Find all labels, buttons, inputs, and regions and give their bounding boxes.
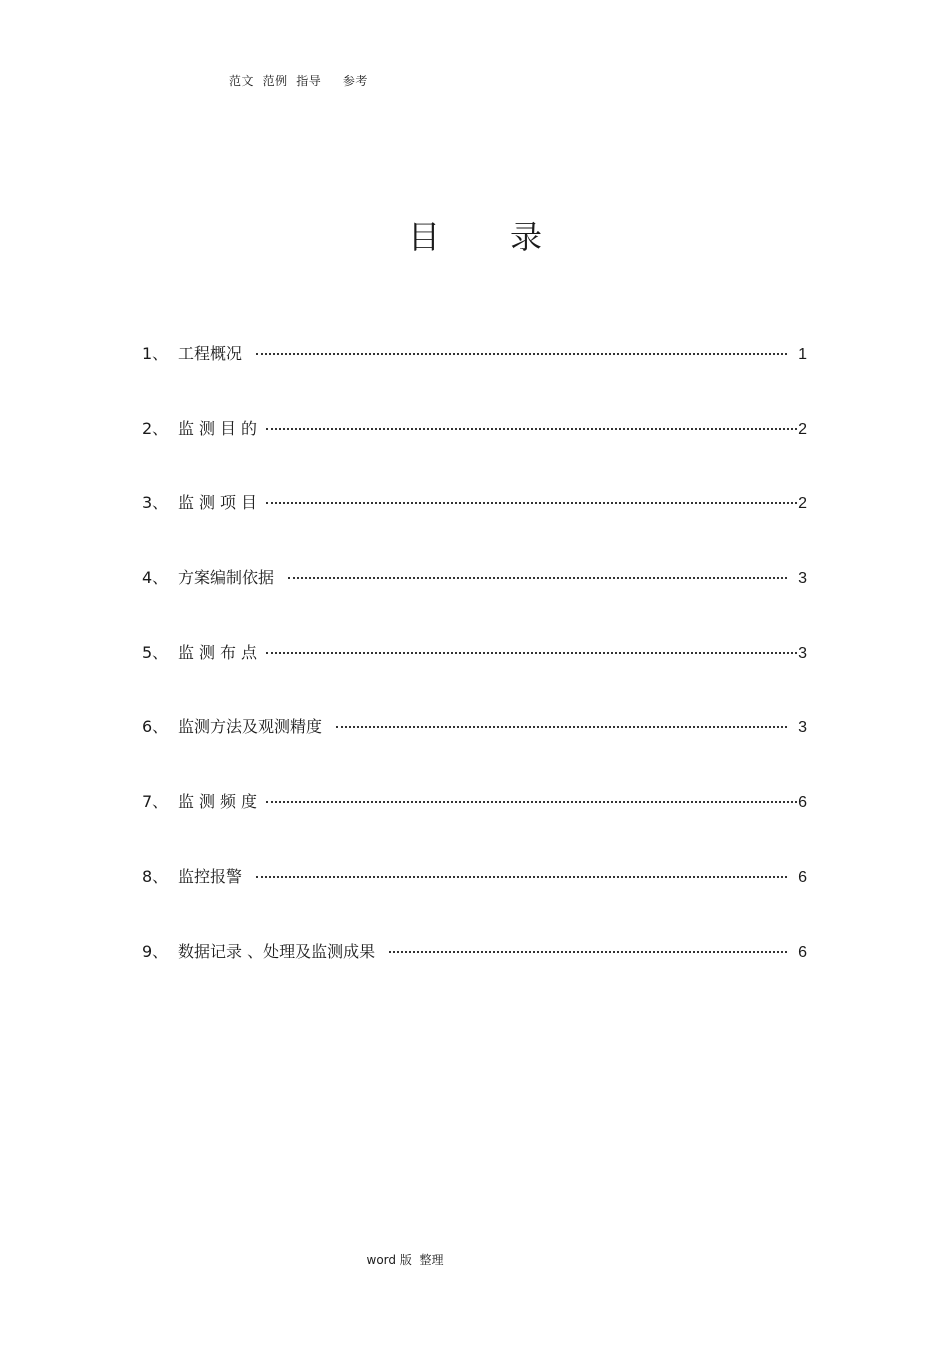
toc-leader-dots (288, 576, 787, 579)
toc-entry-page: 3 (798, 570, 807, 588)
page-title: 目录 (407, 218, 612, 256)
toc-entry-label: 监控报警 (178, 866, 243, 886)
toc-entry-number: 9、 (142, 941, 169, 961)
toc-entry-number: 8、 (142, 866, 169, 886)
toc-entry-page: 2 (798, 420, 807, 438)
toc-entry-number: 4、 (142, 568, 169, 588)
toc-leader-dots (336, 725, 787, 728)
toc-entry-number: 3、 (142, 493, 169, 513)
toc-entry[interactable] (142, 341, 807, 416)
toc-entry-number: 6、 (142, 717, 169, 737)
toc-entry-label: 工程概况 (178, 344, 243, 363)
toc-leader-dots (266, 427, 797, 430)
table-of-contents (142, 341, 807, 1013)
toc-entry-page: 6 (798, 868, 807, 886)
toc-leader-dots (266, 501, 797, 504)
toc-entry[interactable] (142, 789, 807, 864)
toc-entry-label: 监测项目 (178, 493, 263, 513)
toc-entry-page: 3 (798, 719, 807, 737)
toc-entry[interactable] (142, 490, 807, 565)
toc-entry-page: 6 (798, 943, 807, 961)
toc-leader-dots (389, 950, 787, 953)
toc-entry-label: 监测布点 (178, 642, 263, 662)
toc-entry-label: 方案编制依据 (178, 568, 275, 588)
toc-entry[interactable] (142, 640, 807, 715)
toc-leader-dots (256, 875, 787, 878)
toc-entry[interactable] (142, 864, 807, 939)
toc-entry-label: 监测频度 (178, 792, 263, 812)
toc-entry-number: 2、 (142, 418, 169, 438)
toc-entry-number: 5、 (142, 642, 169, 662)
footer-note: word 版 整理 (366, 1253, 444, 1267)
toc-entry-page: 2 (798, 495, 807, 513)
toc-entry-number: 1、 (142, 344, 169, 363)
toc-entry[interactable] (142, 416, 807, 491)
toc-entry[interactable] (142, 714, 807, 789)
toc-entry-number: 7、 (142, 792, 169, 812)
toc-entry-label: 监测方法及观测精度 (178, 717, 323, 737)
toc-entry-page: 6 (798, 794, 807, 812)
header-note: 范文 范例 指导 参考 (229, 74, 368, 88)
toc-entry-page: 3 (798, 644, 807, 662)
toc-entry[interactable] (142, 565, 807, 640)
toc-entry-page: 1 (798, 346, 807, 363)
toc-entry[interactable] (142, 939, 807, 1014)
toc-entry-label: 数据记录 、处理及监测成果 (178, 941, 376, 961)
toc-entry-label: 监测目的 (178, 418, 263, 438)
toc-leader-dots (266, 651, 797, 654)
toc-leader-dots (256, 352, 787, 355)
toc-leader-dots (266, 800, 797, 803)
